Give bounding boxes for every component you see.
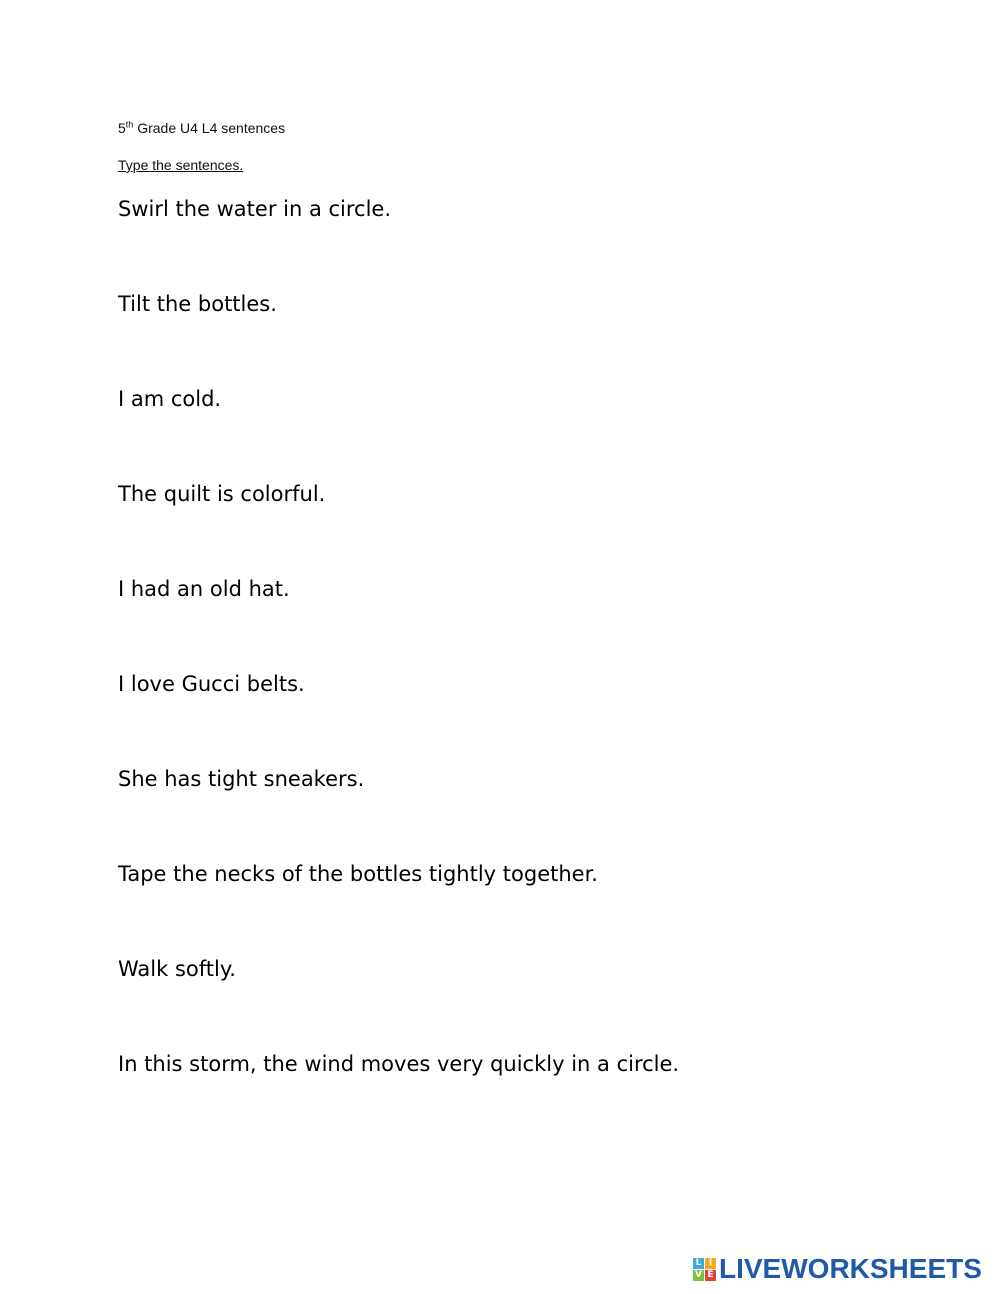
sentence-2: Tilt the bottles. bbox=[118, 292, 277, 316]
sentence-9: Walk softly. bbox=[118, 957, 236, 981]
logo-cell-v: V bbox=[693, 1270, 704, 1281]
instructions-text: Type the sentences. bbox=[118, 157, 244, 173]
sentence-6: I love Gucci belts. bbox=[118, 672, 305, 696]
sentence-4: The quilt is colorful. bbox=[118, 482, 326, 506]
title-grade-number: 5 bbox=[118, 120, 126, 136]
logo-wordmark: LIVEWORKSHEETS bbox=[719, 1253, 982, 1284]
sentence-list bbox=[118, 193, 679, 1143]
title-text: Grade U4 L4 sentences bbox=[133, 120, 286, 136]
live-logo-icon bbox=[693, 1258, 716, 1281]
logo-cell-e: E bbox=[705, 1270, 716, 1281]
title-ordinal-suffix: th bbox=[125, 119, 134, 130]
sentence-1: Swirl the water in a circle. bbox=[118, 197, 392, 221]
sentence-3: I am cold. bbox=[118, 387, 222, 411]
liveworksheets-logo bbox=[693, 1252, 982, 1286]
worksheet-title bbox=[118, 119, 285, 137]
sentence-8: Tape the necks of the bottles tightly together. bbox=[118, 862, 598, 886]
sentence-10: In this storm, the wind moves very quickly in a circle. bbox=[118, 1052, 680, 1076]
sentence-7: She has tight sneakers. bbox=[118, 767, 365, 791]
logo-cell-l: L bbox=[693, 1258, 704, 1269]
logo-cell-i: I bbox=[705, 1258, 716, 1269]
sentence-5: I had an old hat. bbox=[118, 577, 290, 601]
